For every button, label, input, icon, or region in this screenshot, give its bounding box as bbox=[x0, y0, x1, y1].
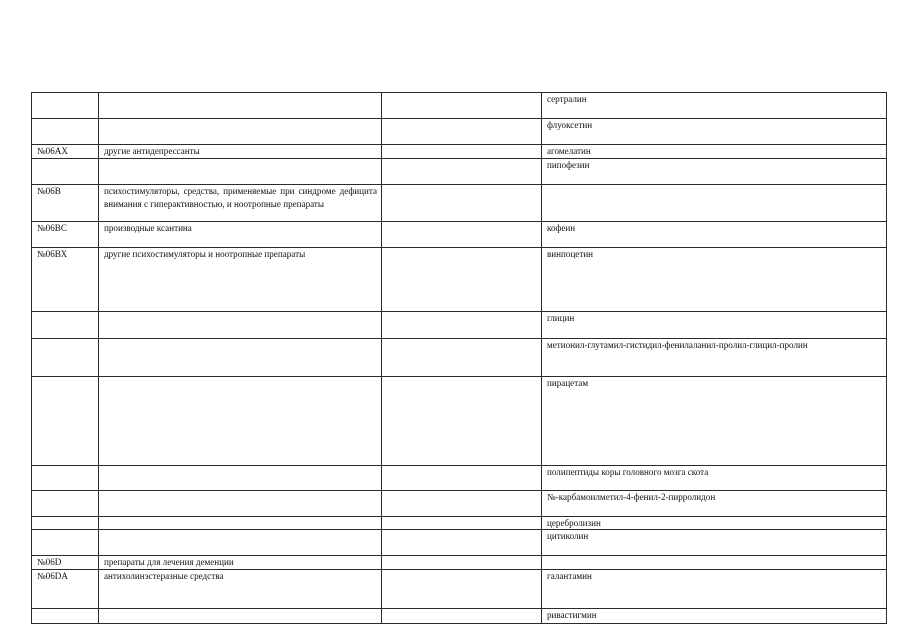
substance-cell bbox=[542, 556, 887, 570]
atc-code-cell: №06ВХ bbox=[32, 248, 99, 312]
atc-code-cell bbox=[32, 158, 99, 184]
substance-cell bbox=[542, 530, 887, 556]
table-row bbox=[32, 338, 887, 376]
atc-code-cell: №06D bbox=[32, 556, 99, 570]
substance-text: сертралин bbox=[547, 94, 587, 104]
substance-text: пипофезин bbox=[547, 159, 590, 170]
table-row bbox=[32, 516, 887, 530]
group-cell bbox=[99, 248, 382, 312]
atc-code-cell bbox=[32, 530, 99, 556]
group-text: психостимуляторы, средства, применяемые при синдроме дефицита внимания с гиперактивностью, и ноотропные препараты bbox=[104, 186, 377, 209]
table-row bbox=[32, 119, 887, 145]
substance-cell bbox=[542, 145, 887, 159]
spacer-cell bbox=[382, 185, 542, 222]
table-row bbox=[32, 185, 887, 222]
substance-cell bbox=[542, 516, 887, 530]
spacer-cell bbox=[382, 119, 542, 145]
substance-text: флуоксетин bbox=[547, 120, 593, 131]
group-cell bbox=[99, 516, 382, 530]
table-row bbox=[32, 312, 887, 338]
spacer-cell bbox=[382, 145, 542, 159]
table-row bbox=[32, 158, 887, 184]
spacer-cell bbox=[382, 248, 542, 312]
table-row bbox=[32, 490, 887, 516]
group-cell bbox=[99, 376, 382, 465]
substance-text: №-карбамоилметил-4-фенил-2-пирролидон bbox=[547, 491, 716, 502]
substance-text: цитиколин bbox=[547, 531, 589, 542]
spacer-cell bbox=[382, 465, 542, 490]
substance-cell bbox=[542, 222, 887, 248]
substance-cell bbox=[542, 608, 887, 623]
spacer-cell bbox=[382, 312, 542, 338]
spacer-cell bbox=[382, 608, 542, 623]
spacer-cell bbox=[382, 490, 542, 516]
substance-cell bbox=[542, 119, 887, 145]
atc-code-cell bbox=[32, 465, 99, 490]
atc-code-cell bbox=[32, 93, 99, 119]
table-row bbox=[32, 222, 887, 248]
spacer-cell bbox=[382, 556, 542, 570]
substance-cell bbox=[542, 490, 887, 516]
atc-code-cell: №06В bbox=[32, 185, 99, 222]
spacer-cell bbox=[382, 530, 542, 556]
substance-cell bbox=[542, 158, 887, 184]
group-text: антихолинэстеразные средства bbox=[104, 571, 224, 582]
spacer-cell bbox=[382, 222, 542, 248]
group-cell bbox=[99, 465, 382, 490]
group-text: производные ксантина bbox=[104, 223, 192, 234]
substance-text: пирацетам bbox=[547, 377, 589, 388]
spacer-cell bbox=[382, 338, 542, 376]
substance-cell bbox=[542, 338, 887, 376]
atc-code-cell bbox=[32, 376, 99, 465]
atc-code-cell: №06ВС bbox=[32, 222, 99, 248]
substance-cell bbox=[542, 465, 887, 490]
substance-text: метионил-глутамил-гистидил-фенилаланил-пролил-глицил-пролин bbox=[547, 339, 808, 350]
substance-text: полипептиды коры головного мозга скота bbox=[547, 466, 709, 477]
group-text: другие антидепрессанты bbox=[104, 146, 200, 157]
group-cell bbox=[99, 158, 382, 184]
substance-text: кофеин bbox=[547, 223, 576, 234]
spacer-cell bbox=[382, 570, 542, 609]
group-cell bbox=[99, 93, 382, 119]
group-cell bbox=[99, 556, 382, 570]
atc-code-cell bbox=[32, 338, 99, 376]
atc-code-cell bbox=[32, 312, 99, 338]
table-row bbox=[32, 248, 887, 312]
substance-text: агомелатин bbox=[547, 146, 591, 157]
group-text: другие психостимуляторы и ноотропные препараты bbox=[104, 249, 306, 260]
group-cell bbox=[99, 490, 382, 516]
table-row bbox=[32, 145, 887, 159]
substance-cell bbox=[542, 93, 887, 119]
group-cell bbox=[99, 570, 382, 609]
atc-code-cell bbox=[32, 119, 99, 145]
atc-code-cell: №06АХ bbox=[32, 145, 99, 159]
group-cell bbox=[99, 608, 382, 623]
table-row bbox=[32, 530, 887, 556]
substance-cell bbox=[542, 312, 887, 338]
substance-text: глицин bbox=[547, 313, 575, 324]
substance-text: церебролизин bbox=[547, 517, 601, 528]
substance-cell bbox=[542, 185, 887, 222]
table-row bbox=[32, 93, 887, 119]
table-row bbox=[32, 465, 887, 490]
spacer-cell bbox=[382, 376, 542, 465]
group-cell bbox=[99, 338, 382, 376]
table-row bbox=[32, 556, 887, 570]
table-row bbox=[32, 376, 887, 465]
substance-cell bbox=[542, 570, 887, 609]
table-row bbox=[32, 570, 887, 609]
substance-cell bbox=[542, 248, 887, 312]
substance-text: винпоцетин bbox=[547, 249, 594, 260]
atc-code-cell: №06DA bbox=[32, 570, 99, 609]
spacer-cell bbox=[382, 158, 542, 184]
substance-text: галантамин bbox=[547, 571, 592, 582]
spacer-cell bbox=[382, 93, 542, 119]
table-body bbox=[32, 93, 887, 624]
substance-text: ривастигмин bbox=[547, 609, 597, 620]
group-text: препараты для лечения деменции bbox=[104, 557, 234, 568]
table-row bbox=[32, 608, 887, 623]
atc-code-cell bbox=[32, 490, 99, 516]
group-cell bbox=[99, 222, 382, 248]
group-cell bbox=[99, 312, 382, 338]
group-cell bbox=[99, 530, 382, 556]
spacer-cell bbox=[382, 516, 542, 530]
group-cell bbox=[99, 119, 382, 145]
drug-classification-table bbox=[31, 92, 887, 624]
substance-cell bbox=[542, 376, 887, 465]
atc-code-cell bbox=[32, 608, 99, 623]
group-cell bbox=[99, 185, 382, 222]
atc-code-cell bbox=[32, 516, 99, 530]
group-cell bbox=[99, 145, 382, 159]
